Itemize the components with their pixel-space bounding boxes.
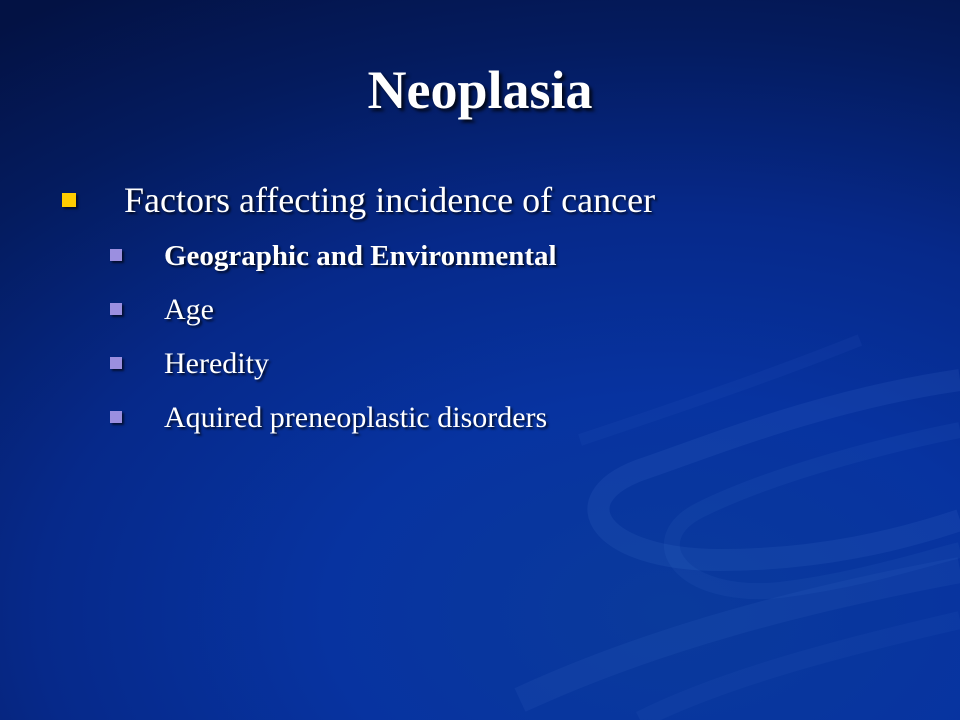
sub-bullet-item (164, 346, 269, 382)
slide-title: Neoplasia (367, 60, 593, 120)
sub-bullet-item (164, 238, 557, 274)
sub-bullet-text: Age (164, 293, 214, 326)
sub-bullet-item (164, 292, 214, 328)
sub-bullet-item (164, 400, 547, 436)
sub-bullet-text: Geographic and Environmental (164, 240, 557, 272)
square-bullet-icon (110, 249, 122, 261)
sub-bullet-text: Aquired preneoplastic disorders (164, 401, 548, 434)
square-bullet-icon (110, 303, 122, 315)
square-bullet-icon (110, 357, 122, 369)
main-bullet (124, 178, 655, 222)
square-bullet-icon (110, 411, 122, 423)
sub-bullet-text: Heredity (164, 347, 269, 380)
main-bullet-text: Factors affecting incidence of cancer (124, 180, 656, 220)
square-bullet-icon (62, 193, 76, 207)
